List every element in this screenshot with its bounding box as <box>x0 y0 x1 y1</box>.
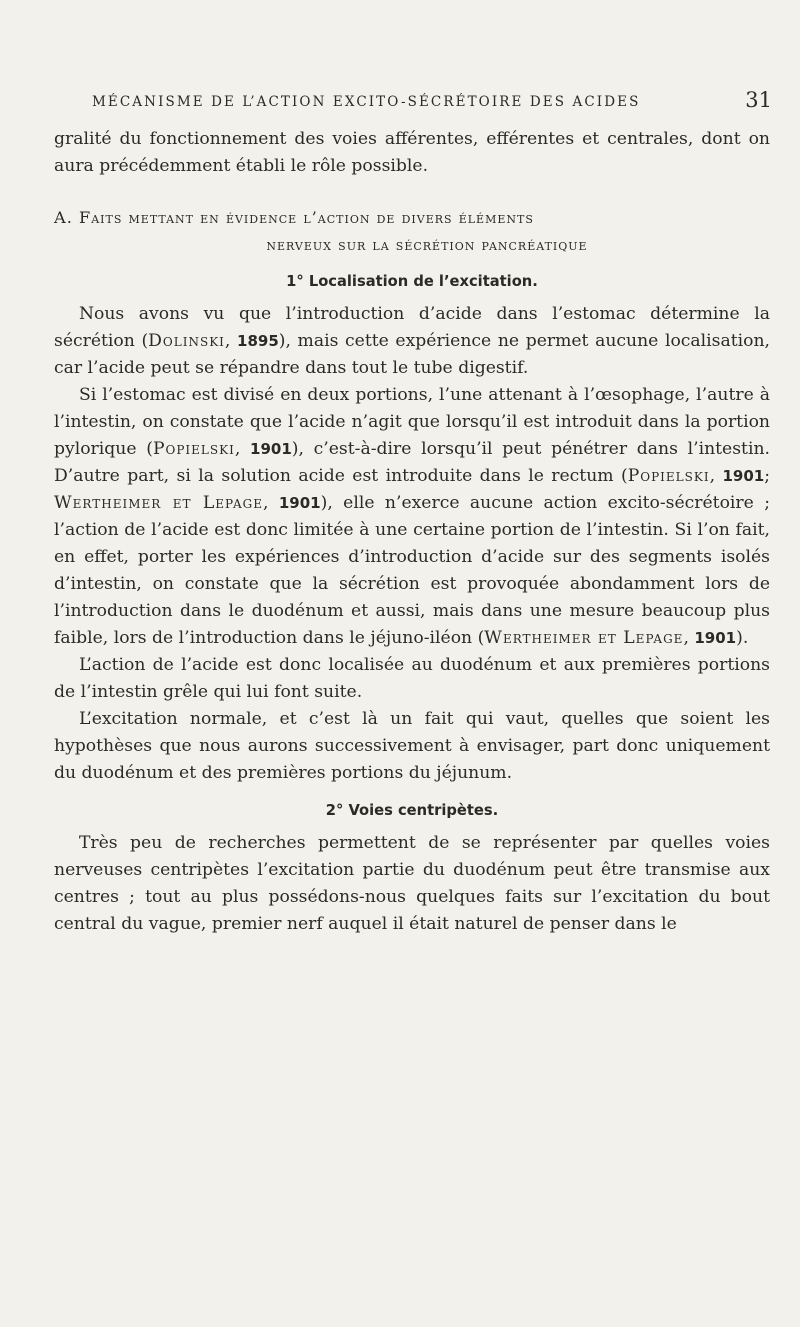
paragraph-2-text-4: ), elle n’exerce aucune action excito-sécrétoire ; l’action de l’acide est donc limitée à une certaine portion de l’intestin. Si l’on fait, en effet, porter les expériences d’introduction d’acide sur des segments isolés d’intestin, on constate que la sécrétion est provoquée abondamment lors de l’introduction dans le duodénum et aussi, mais dans une mesure beaucoup plus faible, lors de l’introduction dans le jéjuno-iléon ( <box>54 493 770 648</box>
running-header <box>92 90 772 118</box>
citation-year: 1901 <box>250 440 292 458</box>
citation-author: Wertheimer et Lepage <box>484 628 684 648</box>
paragraph-2-text-1: Si l’estomac est divisé en deux portions, l’une attenant à l’œsophage, l’autre à l’intestin, on constate que l’acide n’agit que lorsqu’il est introduit dans la portion pylorique ( <box>54 385 770 459</box>
citation-author: Popielski <box>627 466 710 486</box>
citation-year: 1901 <box>694 629 737 647</box>
citation-separator: , <box>224 331 238 351</box>
paragraph-2-text-2: ), c’est-à-dire lorsqu’il peut pénétrer dans l’intestin. D’autre part, si la solution acide est introduite dans le rectum ( <box>54 439 770 486</box>
citation-year: 1901 <box>278 494 321 512</box>
opening-paragraph: gralité du fonctionnement des voies afférentes, efférentes et centrales, dont on aura précédemment établi le rôle possible. <box>54 129 770 176</box>
page-number: 31 <box>745 88 772 112</box>
paragraph-2-text-5: ). <box>736 628 749 648</box>
citation-author: Popielski <box>152 439 235 459</box>
page-body <box>54 126 770 938</box>
paragraph-5: Très peu de recherches permettent de se représenter par quelles voies nerveuses centripètes l’excitation partie du duodénum peut être transmise aux centres ; tout au plus possédons-nous quelques faits sur l’excitation du bout central du vague, premier nerf auquel il était naturel de penser dans le <box>54 833 770 934</box>
paragraph-3: L’action de l’acide est donc localisée au duodénum et aux premières portions de l’intestin grêle qui lui font suite. <box>54 655 770 702</box>
subsection-2-title: 2° Voies centripètes. <box>325 802 499 819</box>
running-title: MÉCANISME DE L’ACTION EXCITO-SÉCRÉTOIRE DES ACIDES <box>92 94 641 110</box>
citation-author: Wertheimer et Lepage <box>54 493 264 513</box>
paragraph-1 <box>54 301 770 382</box>
paragraph-1-text-2: ), mais cette expérience ne permet aucune localisation, car l’acide peut se répandre dans tout le tube digestif. <box>54 331 771 378</box>
citation-year: 1901 <box>722 467 765 485</box>
citation-separator: , <box>683 628 695 648</box>
section-a-heading <box>54 204 770 258</box>
citation-separator: , <box>263 493 279 513</box>
paragraph-1-text-1: Nous avons vu que l’introduction d’acide dans l’estomac détermine la sécrétion ( <box>54 304 770 351</box>
subsection-1-title: 1° Localisation de l’excitation. <box>286 273 538 290</box>
section-a-heading-line-2: nerveux sur la sécrétion pancréatique <box>266 235 588 254</box>
citation-separator: , <box>234 439 251 459</box>
citation-year: 1895 <box>237 332 279 350</box>
paragraph-4: L’excitation normale, et c’est là un fait qui vaut, quelles que soient les hypothèses que nous aurons successivement à envisager, part donc uniquement du duodénum et des premières portions du jéjunum. <box>54 709 770 783</box>
section-a-heading-line-1: A. Faits mettant en évidence l’action de divers éléments <box>54 208 534 227</box>
citation-author: Dolinski <box>148 331 225 351</box>
citation-separator: , <box>709 466 723 486</box>
paragraph-2 <box>54 382 770 652</box>
paragraph-2-text-3: ; <box>764 466 770 486</box>
